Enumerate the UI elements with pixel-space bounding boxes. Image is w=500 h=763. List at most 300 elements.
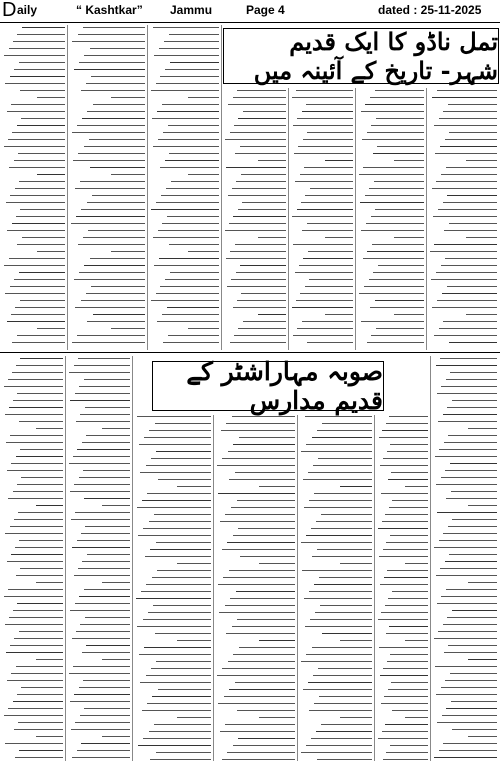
text-line — [111, 97, 145, 98]
text-line — [311, 528, 372, 529]
text-line — [385, 514, 428, 515]
text-line — [228, 195, 286, 196]
text-line — [19, 631, 63, 632]
text-line — [230, 598, 295, 599]
text-line — [222, 458, 295, 459]
text-line — [443, 202, 497, 203]
text-line — [13, 610, 63, 611]
text-line — [391, 472, 428, 473]
text-line — [439, 449, 497, 450]
text-line — [300, 293, 353, 294]
text-line — [233, 216, 286, 217]
text-line — [84, 589, 131, 590]
text-line — [72, 342, 146, 343]
text-line — [143, 738, 211, 739]
text-line — [81, 209, 145, 210]
text-line — [309, 710, 372, 711]
text-line — [232, 188, 286, 189]
text-line — [146, 465, 211, 466]
text-line — [451, 491, 497, 492]
text-line — [5, 624, 63, 625]
text-line — [228, 451, 295, 452]
text-line — [81, 90, 146, 91]
column-rule — [430, 356, 431, 761]
text-line — [72, 757, 130, 758]
text-line — [157, 321, 219, 322]
text-line — [146, 584, 211, 585]
text-line — [81, 300, 146, 301]
text-line — [17, 244, 65, 245]
text-line — [10, 195, 65, 196]
text-line — [83, 27, 145, 28]
text-line — [298, 146, 353, 147]
text-line — [258, 237, 286, 238]
text-line — [8, 498, 63, 499]
text-line — [405, 563, 428, 564]
text-line — [19, 421, 63, 422]
text-line — [20, 209, 65, 210]
text-line — [306, 654, 372, 655]
text-line — [307, 223, 354, 224]
text-line — [14, 729, 63, 730]
text-line — [242, 202, 286, 203]
text-line — [445, 470, 497, 471]
text-line — [6, 442, 63, 443]
text-line — [90, 48, 146, 49]
text-line — [79, 596, 130, 597]
text-line — [151, 458, 211, 459]
text-line — [102, 428, 130, 429]
text-line — [359, 174, 424, 175]
text-line — [74, 69, 145, 70]
text-line — [379, 647, 428, 648]
text-line — [312, 647, 372, 648]
text-line — [5, 293, 65, 294]
text-line — [243, 111, 286, 112]
text-line — [386, 633, 428, 634]
text-line — [437, 722, 497, 723]
masthead-city: Jammu — [170, 3, 213, 17]
text-line — [75, 722, 130, 723]
text-line — [380, 465, 428, 466]
text-line — [319, 577, 372, 578]
text-line — [12, 342, 65, 343]
text-line — [18, 153, 65, 154]
text-line — [72, 132, 146, 133]
text-line — [438, 421, 497, 422]
text-line — [165, 69, 219, 70]
text-line — [79, 687, 130, 688]
text-line — [75, 512, 130, 513]
text-line — [156, 661, 211, 662]
text-line — [434, 244, 497, 245]
text-line — [5, 414, 63, 415]
text-line — [217, 675, 295, 676]
text-column — [429, 90, 497, 349]
text-line — [442, 293, 497, 294]
text-line — [447, 195, 497, 196]
column-rule — [221, 25, 222, 350]
text-column — [135, 416, 211, 760]
text-line — [446, 589, 497, 590]
text-line — [218, 584, 295, 585]
text-line — [225, 230, 286, 231]
text-line — [383, 668, 428, 669]
text-line — [162, 223, 219, 224]
text-line — [293, 125, 353, 126]
text-line — [405, 640, 428, 641]
text-line — [375, 90, 425, 91]
text-line — [73, 666, 130, 667]
text-line — [450, 463, 497, 464]
text-line — [434, 638, 497, 639]
text-line — [296, 90, 353, 91]
text-line — [304, 507, 372, 508]
text-line — [4, 386, 63, 387]
text-line — [227, 752, 295, 753]
text-line — [37, 251, 65, 252]
text-line — [445, 139, 497, 140]
text-line — [92, 195, 145, 196]
text-line — [11, 104, 65, 105]
text-line — [85, 526, 130, 527]
text-line — [152, 577, 211, 578]
text-line — [309, 591, 372, 592]
text-line — [21, 118, 65, 119]
text-line — [310, 619, 372, 620]
text-line — [437, 603, 497, 604]
text-line — [359, 293, 424, 294]
text-line — [237, 90, 286, 91]
text-line — [137, 626, 211, 627]
text-line — [76, 216, 145, 217]
text-line — [137, 507, 211, 508]
text-line — [93, 314, 146, 315]
text-line — [169, 244, 219, 245]
text-line — [232, 626, 295, 627]
text-line — [151, 300, 219, 301]
text-line — [322, 423, 372, 424]
text-line — [434, 125, 497, 126]
text-line — [367, 251, 424, 252]
text-line — [306, 745, 372, 746]
text-line — [405, 717, 428, 718]
text-line — [83, 470, 130, 471]
text-line — [16, 666, 63, 667]
text-line — [237, 619, 295, 620]
text-line — [79, 62, 145, 63]
text-line — [434, 757, 497, 758]
column-rule — [297, 415, 298, 761]
text-line — [236, 181, 286, 182]
text-line — [70, 701, 130, 702]
text-line — [102, 582, 130, 583]
text-line — [159, 48, 219, 49]
text-line — [14, 160, 65, 161]
text-line — [384, 577, 428, 578]
text-line — [17, 335, 65, 336]
text-line — [307, 342, 353, 343]
text-line — [9, 167, 65, 168]
text-line — [102, 736, 130, 737]
text-line — [22, 27, 65, 28]
text-line — [297, 118, 353, 119]
text-line — [315, 612, 372, 613]
text-line — [233, 444, 295, 445]
text-line — [177, 640, 211, 641]
text-column — [70, 27, 145, 349]
text-line — [436, 694, 497, 695]
text-line — [437, 300, 497, 301]
text-line — [17, 603, 63, 604]
text-line — [305, 286, 353, 287]
text-line — [382, 430, 428, 431]
text-line — [306, 104, 353, 105]
text-column — [358, 90, 424, 349]
text-line — [388, 598, 428, 599]
text-line — [160, 76, 219, 77]
text-line — [390, 444, 428, 445]
text-line — [325, 160, 353, 161]
text-line — [314, 493, 372, 494]
text-line — [149, 430, 211, 431]
text-line — [102, 659, 130, 660]
text-line — [229, 223, 286, 224]
text-line — [387, 451, 428, 452]
text-line — [161, 195, 219, 196]
text-line — [7, 230, 65, 231]
text-line — [18, 512, 63, 513]
text-line — [139, 444, 211, 445]
text-line — [382, 521, 428, 522]
text-line — [308, 472, 372, 473]
text-line — [448, 645, 497, 646]
text-line — [305, 626, 372, 627]
text-line — [72, 638, 130, 639]
text-line — [447, 407, 497, 408]
text-line — [452, 610, 497, 611]
text-line — [313, 465, 372, 466]
text-line — [259, 640, 295, 641]
text-line — [442, 715, 497, 716]
text-line — [4, 146, 65, 147]
text-line — [468, 428, 497, 429]
text-line — [12, 132, 65, 133]
text-line — [218, 493, 295, 494]
text-line — [16, 456, 63, 457]
text-line — [445, 680, 497, 681]
text-line — [36, 582, 63, 583]
text-line — [305, 416, 372, 417]
text-line — [14, 638, 63, 639]
text-line — [75, 393, 130, 394]
text-line — [20, 568, 63, 569]
text-line — [76, 631, 130, 632]
text-line — [303, 258, 353, 259]
text-line — [11, 463, 63, 464]
text-line — [71, 223, 145, 224]
text-line — [446, 498, 497, 499]
column-rule — [147, 25, 148, 350]
text-line — [231, 279, 286, 280]
text-line — [37, 174, 65, 175]
text-line — [167, 216, 219, 217]
text-line — [13, 701, 63, 702]
text-line — [138, 535, 211, 536]
text-line — [370, 97, 424, 98]
text-line — [20, 90, 65, 91]
text-line — [72, 547, 130, 548]
text-line — [386, 542, 428, 543]
text-line — [438, 631, 497, 632]
text-line — [446, 708, 497, 709]
text-line — [153, 146, 219, 147]
text-line — [142, 500, 211, 501]
text-line — [434, 335, 497, 336]
text-line — [80, 624, 130, 625]
text-line — [444, 230, 497, 231]
text-line — [238, 738, 295, 739]
text-line — [155, 633, 211, 634]
text-line — [443, 111, 497, 112]
text-line — [150, 549, 211, 550]
text-line — [391, 682, 428, 683]
text-line — [320, 605, 372, 606]
article-headline: تمل ناڈو کا ایک قدیم شہر- تاریخ کے آئینہ میں — [223, 28, 499, 84]
text-line — [297, 209, 353, 210]
text-line — [405, 486, 428, 487]
text-line — [445, 258, 497, 259]
text-line — [443, 743, 497, 744]
text-line — [17, 393, 63, 394]
text-line — [227, 286, 286, 287]
text-line — [375, 209, 424, 210]
text-line — [156, 293, 219, 294]
text-line — [385, 724, 428, 725]
text-line — [76, 421, 130, 422]
text-line — [11, 554, 63, 555]
text-line — [225, 514, 295, 515]
text-line — [230, 342, 286, 343]
text-line — [136, 598, 211, 599]
text-line — [10, 526, 63, 527]
text-line — [8, 708, 63, 709]
text-line — [165, 160, 220, 161]
text-line — [78, 34, 146, 35]
text-line — [36, 428, 63, 429]
text-line — [153, 237, 219, 238]
text-line — [87, 554, 130, 555]
text-line — [13, 400, 63, 401]
text-line — [452, 519, 497, 520]
column-rule — [67, 25, 68, 350]
text-line — [450, 372, 497, 373]
text-line — [383, 549, 428, 550]
text-column — [377, 416, 428, 760]
text-line — [392, 710, 428, 711]
text-line — [303, 479, 372, 480]
text-line — [111, 174, 145, 175]
text-line — [449, 223, 497, 224]
text-line — [363, 167, 424, 168]
text-line — [237, 500, 295, 501]
masthead-date: dated : 25-11-2025 — [378, 3, 482, 17]
text-line — [439, 118, 497, 119]
text-line — [311, 738, 372, 739]
text-line — [5, 83, 65, 84]
text-line — [71, 729, 130, 730]
column-rule — [65, 356, 66, 761]
text-line — [446, 379, 497, 380]
text-line — [77, 540, 130, 541]
text-line — [87, 202, 146, 203]
text-line — [304, 167, 353, 168]
text-line — [318, 458, 372, 459]
text-line — [8, 589, 63, 590]
text-line — [468, 505, 497, 506]
masthead-daily: aily — [17, 3, 38, 17]
text-column — [3, 358, 63, 760]
text-line — [432, 188, 497, 189]
text-line — [15, 188, 65, 189]
text-line — [296, 300, 353, 301]
text-line — [313, 675, 372, 676]
column-rule — [355, 88, 356, 350]
text-line — [372, 244, 424, 245]
text-line — [437, 393, 497, 394]
text-line — [78, 244, 146, 245]
text-line — [389, 416, 428, 417]
text-line — [299, 265, 353, 266]
text-line — [177, 486, 211, 487]
text-line — [436, 575, 497, 576]
text-line — [233, 307, 286, 308]
text-line — [9, 48, 65, 49]
text-line — [19, 750, 63, 751]
text-line — [444, 652, 497, 653]
text-line — [224, 696, 295, 697]
text-line — [228, 661, 295, 662]
text-line — [384, 696, 428, 697]
text-line — [432, 307, 497, 308]
text-line — [111, 251, 145, 252]
text-line — [373, 272, 424, 273]
text-line — [144, 647, 211, 648]
text-line — [238, 328, 286, 329]
text-line — [448, 104, 497, 105]
text-line — [226, 258, 286, 259]
text-line — [14, 279, 65, 280]
text-line — [434, 547, 497, 548]
text-line — [292, 216, 353, 217]
text-line — [378, 738, 428, 739]
text-line — [168, 125, 219, 126]
text-line — [151, 209, 219, 210]
text-line — [87, 321, 145, 322]
text-line — [440, 568, 497, 569]
text-line — [230, 132, 286, 133]
text-line — [325, 237, 353, 238]
text-line — [371, 125, 424, 126]
text-line — [321, 724, 372, 725]
text-line — [236, 272, 286, 273]
text-line — [6, 652, 63, 653]
text-line — [217, 465, 295, 466]
text-line — [366, 223, 424, 224]
text-line — [302, 321, 353, 322]
text-line — [149, 521, 211, 522]
text-line — [435, 456, 497, 457]
